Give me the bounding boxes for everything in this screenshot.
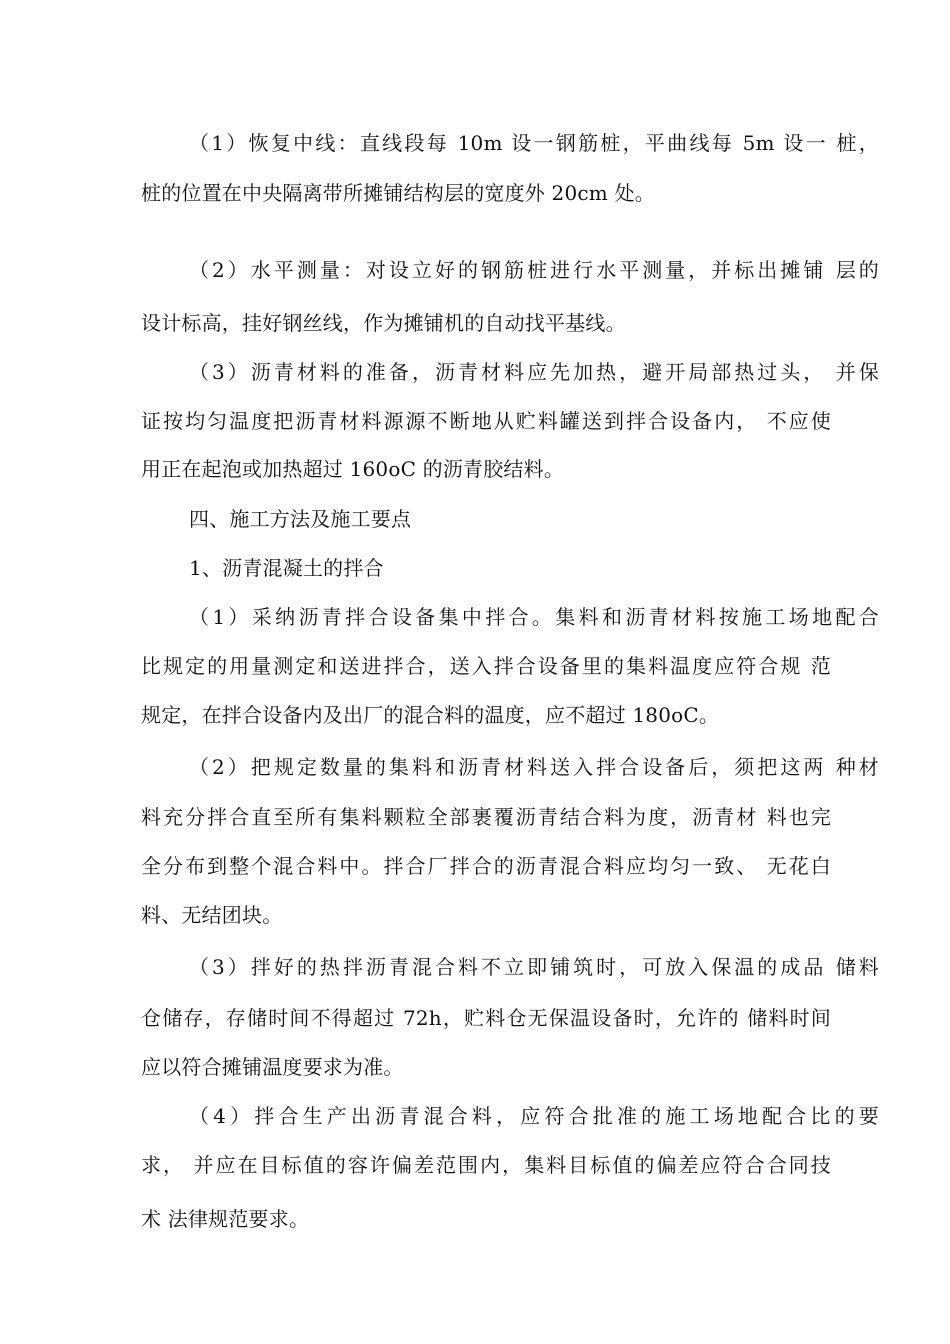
text-line: （3）沥青材料的准备，沥青材料应先加热，避开局部热过头， 并保: [189, 360, 879, 384]
text-line: （3）拌好的热拌沥青混合料不立即铺筑时，可放入保温的成品 储料: [189, 955, 879, 979]
text-line: 仓储存，存储时间不得超过 72h，贮料仓无保温设备时，允许的 储料时间: [141, 1006, 831, 1030]
section-heading: 四、施工方法及施工要点: [189, 507, 412, 531]
text-line: 设计标高，挂好钢丝线，作为摊铺机的自动找平基线。: [141, 311, 626, 335]
text-line: 料、无结团块。: [141, 903, 283, 927]
text-line: 应以符合摊铺温度要求为准。: [141, 1055, 404, 1079]
text-line: 比规定的用量测定和送进拌合，送入拌合设备里的集料温度应符合规 范: [141, 654, 831, 678]
text-line: 桩的位置在中央隔离带所摊铺结构层的宽度外 20cm 处。: [141, 181, 655, 205]
text-line: 料充分拌合直至所有集料颗粒全部裹覆沥青结合料为度，沥青材 料也完: [141, 805, 831, 829]
text-line: （2）把规定数量的集料和沥青材料送入拌合设备后，须把这两 种材: [189, 755, 879, 779]
text-line: 全分布到整个混合料中。拌合厂拌合的沥青混合料应均匀一致、 无花白: [141, 854, 831, 878]
text-line: （1）采纳沥青拌合设备集中拌合。集料和沥青材料按施工场地配合: [189, 605, 879, 629]
text-line: （1）恢复中线：直线段每 10m 设一钢筋桩，平曲线每 5m 设一 桩，: [189, 131, 879, 155]
text-line: 术 法律规范要求。: [141, 1207, 310, 1231]
text-line: （2）水平测量：对设立好的钢筋桩进行水平测量，并标出摊铺 层的: [189, 258, 879, 282]
text-line: 规定，在拌合设备内及出厂的混合料的温度，应不超过 180oC。: [141, 703, 720, 727]
text-line: 证按均匀温度把沥青材料源源不断地从贮料罐送到拌合设备内， 不应使: [141, 409, 831, 433]
text-line: 求， 并应在目标值的容许偏差范围内，集料目标值的偏差应符合合同技: [141, 1153, 831, 1177]
text-line: 用正在起泡或加热超过 160oC 的沥青胶结料。: [141, 457, 565, 481]
text-line: （4）拌合生产出沥青混合料，应符合批准的施工场地配合比的要: [189, 1104, 879, 1128]
subsection-heading: 1、沥青混凝土的拌合: [189, 556, 384, 580]
